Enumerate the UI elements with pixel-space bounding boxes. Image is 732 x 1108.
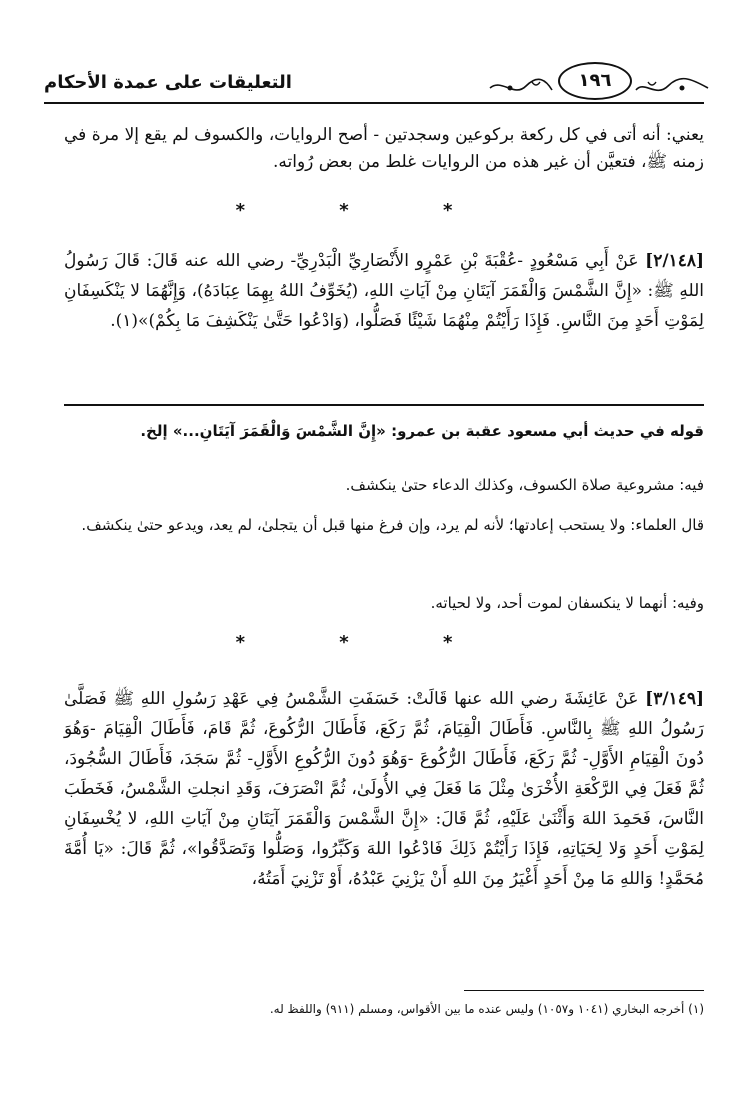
commentary-line: وفيه: أنهما لا ينكسفان لموت أحد، ولا لحياته. (430, 594, 704, 612)
hadith-number: [٣/١٤٩] (645, 689, 704, 709)
commentary-line: قوله في حديث أبي مسعود عقبة بن عمرو: «إِنَّ الشَّمْسَ وَالْقَمَرَ آيَتَانِ...» إلخ. (140, 422, 704, 440)
section-separator: * * * (235, 200, 497, 221)
commentary-divider (64, 404, 704, 406)
intro-paragraph: يعني: أنه أتى في كل ركعة بركوعين وسجدتين - أصح الروايات، والكسوف لم يقع إلا مرة في زمنه ﷺ، فتعيَّن أن غير هذه من الروايات غلط من بعض رُواته. (64, 125, 704, 172)
hadith-148 (64, 246, 704, 336)
hadith-149 (64, 684, 704, 894)
hadith-text: عَنْ عَائِشَةَ رضي الله عنها قَالَتْ: خَسَفَتِ الشَّمْسُ فِي عَهْدِ رَسُولِ اللهِ ﷺ فَصَلَّىٰ رَسُولُ اللهِ ﷺ بِالنَّاسِ. فَأَطَالَ الْقِيَامَ، ثُمَّ رَكَعَ، فَأَطَالَ الرُّكُوعَ، ثُمَّ قَامَ، فَأَطَالَ الْقِيَامَ -وَهُوَ دُونَ الْقِيَامِ الأَوَّلِ- ثُمَّ رَكَعَ، فَأَطَالَ الرُّكُوعَ -وَهُوَ دُونَ الرُّكُوعِ الأَوَّلِ- ثُمَّ سَجَدَ، فَأَطَالَ السُّجُودَ، ثُمَّ فَعَلَ فِي الرَّكْعَةِ الأُخْرَىٰ مِثْلَ مَا فَعَلَ فِي الأُولَىٰ، ثُمَّ انْصَرَفَ، وَقَدِ انجلتِ الشَّمْسُ، فَخَطَبَ النَّاسَ، فَحَمِدَ اللهَ وَأَثْنَىٰ عَلَيْهِ، ثُمَّ قَالَ: «إِنَّ الشَّمْسَ وَالْقَمَرَ آيَتَانِ مِنْ آيَاتِ اللهِ، لا يُخْسِفَانِ لِمَوْتِ أَحَدٍ وَلا لِحَيَاتِهِ، فَإِذَا رَأَيْتُمْ ذَلِكَ فَادْعُوا اللهَ وَكَبِّرُوا، وَصَلُّوا وَتَصَدَّقُوا»، ثُمَّ قَالَ: «يَا أُمَّةَ مُحَمَّدٍ! وَاللهِ مَا مِنْ أَحَدٍ أَغْيَرُ مِنَ اللهِ أَنْ يَزْنِيَ عَبْدُهُ، أَوْ تَزْنِيَ أَمَتُهُ، (64, 689, 704, 889)
hadith-text: عَنْ أَبِي مَسْعُودٍ -عُقْبَةَ بْنِ عَمْرٍو الأَنْصَارِيِّ الْبَدْرِيِّ- رضي الله عنه قَالَ: قَالَ رَسُولُ اللهِ ﷺ: «إِنَّ الشَّمْسَ وَالْقَمَرَ آيَتَانِ مِنْ آيَاتِ اللهِ، (يُخَوِّفُ اللهُ بِهِمَا عِبَادَهُ)، وَإِنَّهُمَا لا يَنْكَسِفَانِ لِمَوْتِ أَحَدٍ مِنَ النَّاسِ. فَإِذَا رَأَيْتُمْ مِنْهُمَا شَيْئًا فَصَلُّوا، (وَادْعُوا حَتَّىٰ يَنْكَشِفَ مَا بِكُمْ)»(١). (64, 251, 704, 331)
section-separator: * * * (235, 632, 497, 653)
page-header (44, 58, 704, 108)
ornament-right-icon (634, 76, 710, 98)
commentary-line: قال العلماء: ولا يستحب إعادتها؛ لأنه لم يرد، وإن فرغ منها قبل أن يتجلىٰ، لم يعد، ويدعو حتىٰ ينكشف. (81, 516, 704, 534)
header-rule (44, 102, 704, 104)
book-title: التعليقات على عمدة الأحكام (44, 72, 292, 93)
footnote: (١) أخرجه البخاري (١٠٤١ و١٠٥٧) وليس عنده ما بين الأقواس، ومسلم (٩١١) واللفظ له. (269, 1002, 704, 1016)
ornament-left-icon (488, 76, 554, 98)
page-number: ١٩٦ (558, 62, 632, 100)
footnote-rule (464, 990, 704, 991)
commentary-line: فيه: مشروعية صلاة الكسوف، وكذلك الدعاء حتىٰ ينكشف. (345, 476, 704, 494)
hadith-number: [٢/١٤٨] (645, 251, 704, 271)
